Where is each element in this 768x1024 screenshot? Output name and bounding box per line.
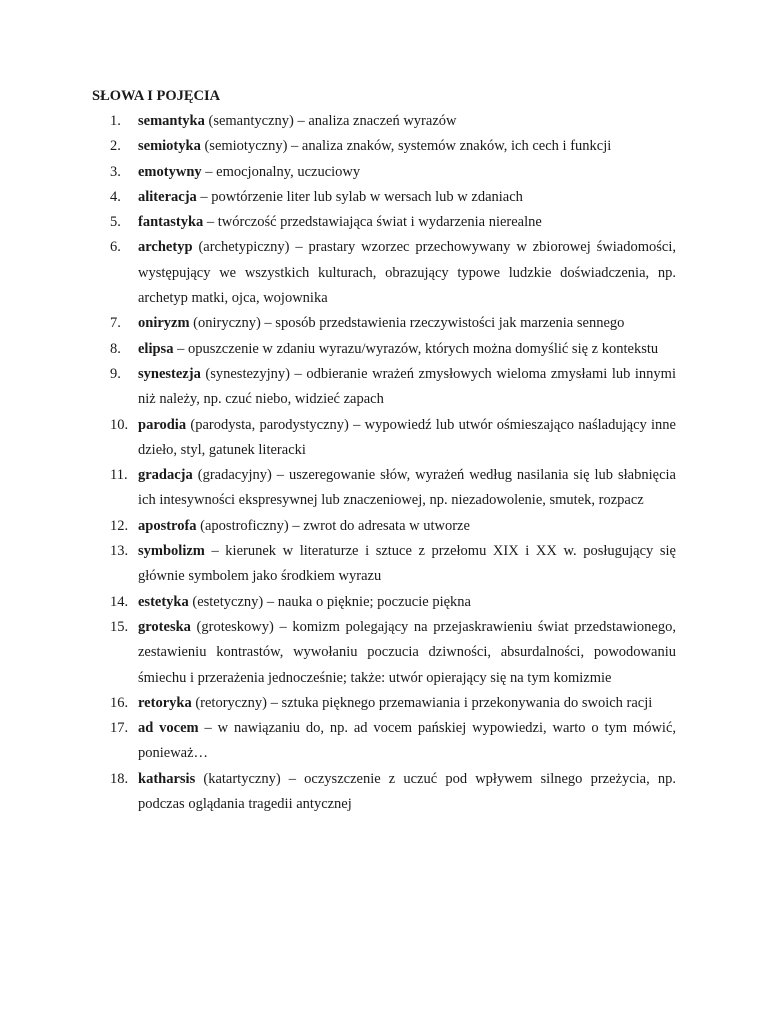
term-definition: (estetyczny) – nauka o pięknie; poczucie piękna <box>188 593 471 610</box>
term-definition: – opuszczenie w zdaniu wyrazu/wyrazów, których można domyślić się z kontekstu <box>173 340 659 357</box>
item-number: 4. <box>110 188 121 205</box>
term-definition: – powtórzenie liter lub sylab w wersach lub w zdaniach <box>196 188 523 205</box>
list-item <box>92 691 676 716</box>
list-item <box>92 463 676 514</box>
list-item <box>92 615 676 691</box>
item-number: 9. <box>110 365 121 382</box>
list-item <box>92 185 676 210</box>
term-word: groteska <box>138 618 191 635</box>
item-number: 3. <box>110 163 121 180</box>
term-definition: – w nawiązaniu do, np. ad vocem pańskiej wypowiedzi, warto o tym mówić, ponieważ… <box>138 720 677 762</box>
term-word: semiotyka <box>138 138 201 155</box>
term-definition: (semiotyczny) – analiza znaków, systemów znaków, ich cech i funkcji <box>200 138 612 155</box>
term-word: oniryzm <box>138 315 190 332</box>
list-item <box>92 210 676 235</box>
term-definition: (archetypiczny) – prastary wzorzec przechowywany w zbiorowej świadomości, występujący we wszystkich kulturach, obrazujący typowe ludzkie doświadczenia, np. archetyp matki, ojca, wojownika <box>138 239 676 307</box>
term-definition: (retoryczny) – sztuka pięknego przemawiania i przekonywania do swoich racji <box>191 694 653 711</box>
item-number: 2. <box>110 138 121 155</box>
term-word: ad vocem <box>138 720 199 737</box>
item-number: 8. <box>110 340 121 357</box>
list-item <box>92 311 676 336</box>
document-title: SŁOWA I POJĘCIA <box>92 88 221 104</box>
term-word: semantyka <box>138 113 205 129</box>
term-word: elipsa <box>138 340 174 357</box>
item-number: 1. <box>110 113 121 129</box>
term-word: katharsis <box>138 770 196 787</box>
document-page <box>92 84 676 817</box>
list-item <box>92 514 676 539</box>
item-number: 7. <box>110 315 121 332</box>
list-item <box>92 160 676 185</box>
item-number: 13. <box>110 543 129 560</box>
term-definition: (parodysta, parodystyczny) – wypowiedź lub utwór ośmieszająco naśladujący inne dzieło, styl, gatunek literacki <box>138 416 676 458</box>
term-definition: (synestezyjny) – odbieranie wrażeń zmysłowych wieloma zmysłami lub innymi niż należy, np. czuć niebo, widzieć zapach <box>138 365 676 408</box>
term-definition: (oniryczny) – sposób przedstawienia rzeczywistości jak marzenia sennego <box>189 315 625 332</box>
term-definition: (gradacyjny) – uszeregowanie słów, wyrażeń według nasilania się lub słabnięcia ich intesywności ekspresywnej lub znaczeniowej, np. niezadowolenie, smutek, rozpacz <box>138 467 676 509</box>
list-item <box>92 590 676 615</box>
term-definition: (apostroficzny) – zwrot do adresata w utworze <box>196 517 470 534</box>
term-word: apostrofa <box>138 517 197 534</box>
term-word: archetyp <box>138 239 193 256</box>
term-word: parodia <box>138 416 187 433</box>
term-word: fantastyka <box>138 214 204 231</box>
terms-list <box>92 109 676 817</box>
term-word: estetyka <box>138 593 189 610</box>
term-word: gradacja <box>138 467 193 484</box>
list-item <box>92 716 676 767</box>
item-number: 6. <box>110 239 121 256</box>
term-definition: (semantyczny) – analiza znaczeń wyrazów <box>204 113 457 129</box>
list-item <box>92 539 676 590</box>
list-item <box>92 362 676 413</box>
term-definition: – twórczość przedstawiająca świat i wydarzenia nierealne <box>203 214 542 231</box>
item-number: 15. <box>110 618 129 635</box>
term-definition: – kierunek w literaturze i sztuce z przełomu XIX i XX w. posługujący się głównie symbolem jako środkiem wyrazu <box>138 543 676 585</box>
list-item <box>92 134 676 159</box>
item-number: 5. <box>110 214 121 231</box>
term-definition: (groteskowy) – komizm polegający na przejaskrawieniu świat przedstawionego, zestawieniu kontrastów, wywołaniu poczucia dziwności, absurdalności, powodowaniu śmiechu i przerażenia jednocześnie; także: utwór opierający się na tym komizmie <box>138 618 676 686</box>
term-word: synestezja <box>138 365 201 382</box>
list-item <box>92 235 676 311</box>
item-number: 10. <box>110 416 129 433</box>
list-item <box>92 413 676 464</box>
term-word: retoryka <box>138 694 192 711</box>
list-item <box>92 337 676 362</box>
term-word: symbolizm <box>138 543 205 560</box>
term-word: aliteracja <box>138 188 197 205</box>
list-item <box>92 767 676 818</box>
term-word: emotywny <box>138 163 202 180</box>
item-number: 14. <box>110 593 129 610</box>
item-number: 17. <box>110 720 129 737</box>
item-number: 18. <box>110 770 129 787</box>
term-definition: – emocjonalny, uczuciowy <box>201 163 361 180</box>
item-number: 16. <box>110 694 129 711</box>
term-definition: (katartyczny) – oczyszczenie z uczuć pod wpływem silnego przeżycia, np. podczas oglądania tragedii antycznej <box>138 770 676 813</box>
list-item <box>92 109 676 134</box>
item-number: 12. <box>110 517 129 534</box>
item-number: 11. <box>110 467 128 484</box>
